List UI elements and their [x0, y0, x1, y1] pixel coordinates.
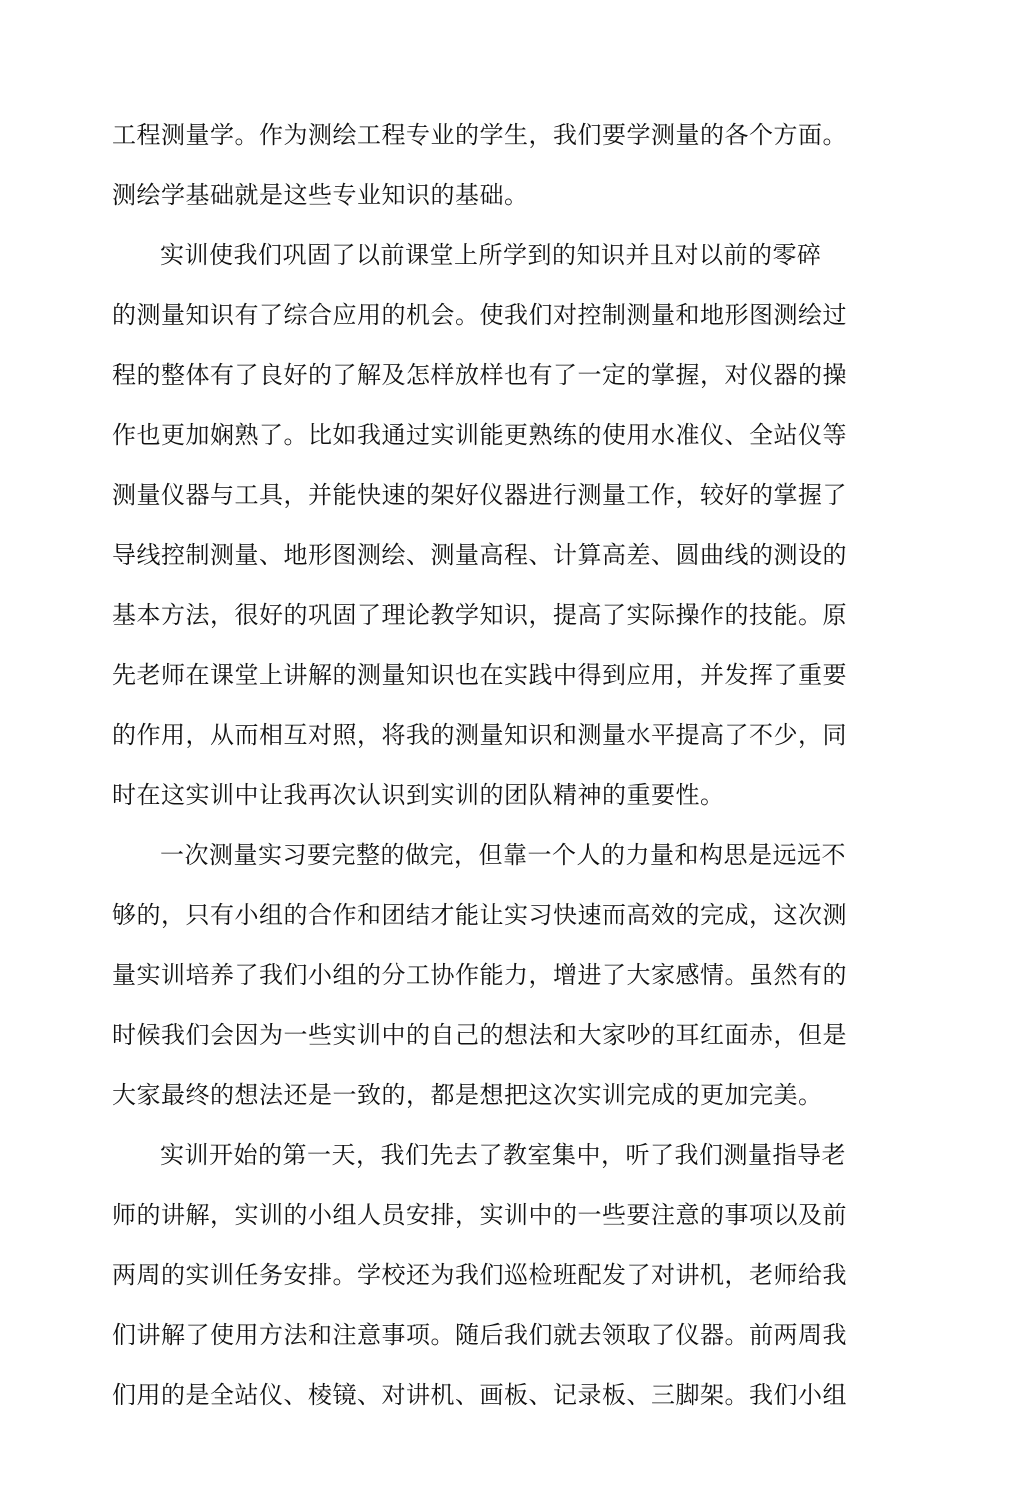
- text-line: 基本方法，很好的巩固了理论教学知识，提高了实际操作的技能。原: [112, 601, 847, 629]
- text-line: 们讲解了使用方法和注意事项。随后我们就去领取了仪器。前两周我: [112, 1321, 847, 1349]
- text-line: 工程测量学。作为测绘工程专业的学生，我们要学测量的各个方面。: [112, 121, 847, 149]
- paragraph-first-line: 实训开始的第一天，我们先去了教室集中，听了我们测量指导老: [160, 1141, 846, 1169]
- paragraph-first-line: 一次测量实习要完整的做完，但靠一个人的力量和构思是远远不: [160, 841, 846, 869]
- text-line: 作也更加娴熟了。比如我通过实训能更熟练的使用水准仪、全站仪等: [112, 421, 847, 449]
- text-line: 程的整体有了良好的了解及怎样放样也有了一定的掌握，对仪器的操: [112, 361, 847, 389]
- text-line: 时候我们会因为一些实训中的自己的想法和大家吵的耳红面赤，但是: [112, 1021, 847, 1049]
- text-line: 测绘学基础就是这些专业知识的基础。: [112, 181, 529, 209]
- text-line: 够的，只有小组的合作和团结才能让实习快速而高效的完成，这次测: [112, 901, 847, 929]
- text-line: 的测量知识有了综合应用的机会。使我们对控制测量和地形图测绘过: [112, 301, 847, 329]
- document-body: [112, 108, 872, 1428]
- text-line: 大家最终的想法还是一致的，都是想把这次实训完成的更加完美。: [112, 1081, 823, 1109]
- text-line: 时在这实训中让我再次认识到实训的团队精神的重要性。: [112, 781, 725, 809]
- text-line: 先老师在课堂上讲解的测量知识也在实践中得到应用，并发挥了重要: [112, 661, 847, 689]
- paragraph-first-line: 实训使我们巩固了以前课堂上所学到的知识并且对以前的零碎: [160, 241, 822, 269]
- text-line: 导线控制测量、地形图测绘、测量高程、计算高差、圆曲线的测设的: [112, 541, 847, 569]
- text-line: 们用的是全站仪、棱镜、对讲机、画板、记录板、三脚架。我们小组: [112, 1381, 847, 1409]
- text-line: 的作用，从而相互对照，将我的测量知识和测量水平提高了不少，同: [112, 721, 847, 749]
- text-line: 师的讲解，实训的小组人员安排，实训中的一些要注意的事项以及前: [112, 1201, 847, 1229]
- text-line: 量实训培养了我们小组的分工协作能力，增进了大家感情。虽然有的: [112, 961, 847, 989]
- text-line: 测量仪器与工具，并能快速的架好仪器进行测量工作，较好的掌握了: [112, 481, 847, 509]
- text-line: 两周的实训任务安排。学校还为我们巡检班配发了对讲机，老师给我: [112, 1261, 847, 1289]
